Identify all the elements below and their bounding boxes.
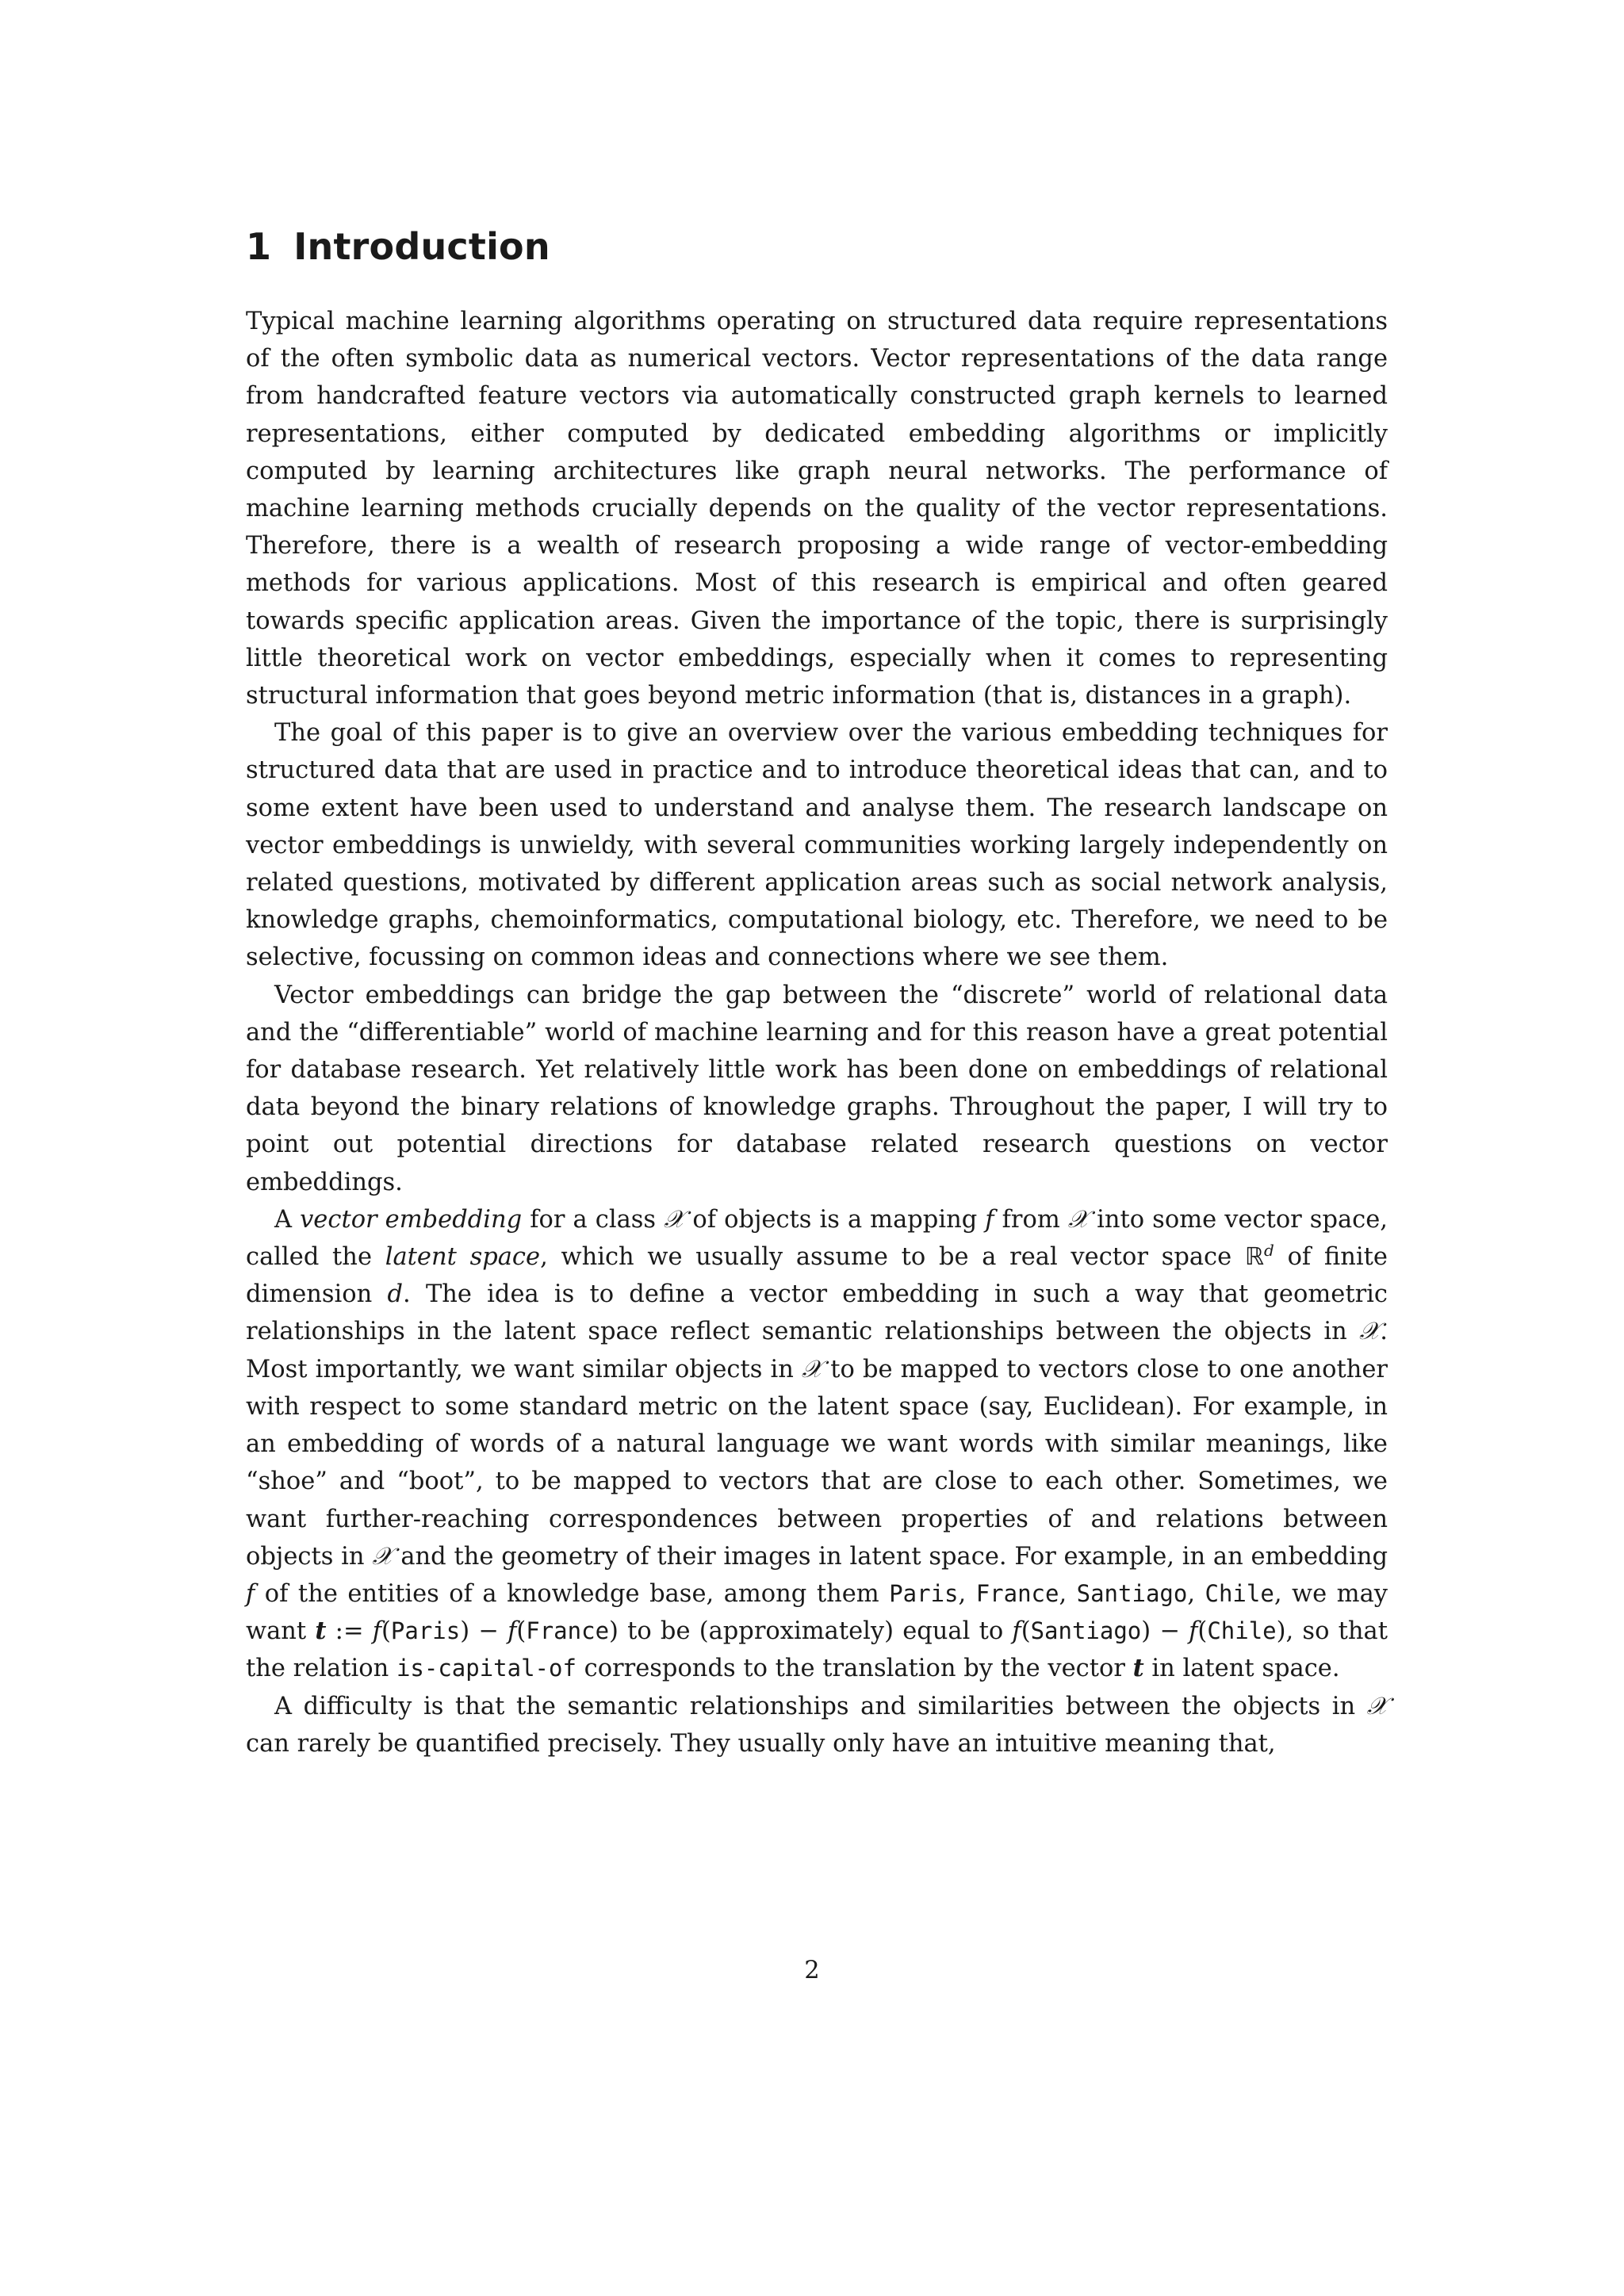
section-heading (246, 225, 1388, 268)
text-span: of finite dimension (246, 1243, 1388, 1309)
emphasis-term: vector embedding (300, 1205, 523, 1234)
text-span: A difficulty is that the semantic relationships and similarities between the objects in (274, 1692, 1367, 1720)
text-span: can rarely be quantified precisely. They usually only have an intuitive meaning that, (246, 1729, 1276, 1758)
code-term: Santiago (1076, 1579, 1188, 1607)
text-span: into some vector space, called the (246, 1205, 1388, 1272)
section-title: Introduction (293, 225, 550, 268)
code-term: Santiago (1030, 1617, 1142, 1645)
code-term: is-capital-of (396, 1655, 576, 1682)
math-superscript: d (1264, 1240, 1274, 1260)
math-symbol: 𝒳 (1366, 1692, 1388, 1720)
code-term: Paris (390, 1617, 461, 1645)
text-span: from (994, 1205, 1068, 1234)
paragraph-3: Vector embeddings can bridge the gap between the “discrete” world of relational data and the “differentiable” world of machine learning and for this reason have a great potential for database research. Yet relatively little work has been done on embeddings of relational data beyond the binary relations of knowledge graphs. Throughout the paper, I will try to point out potential directions for database related research questions on vector embeddings. (246, 981, 1388, 1196)
text-span: ( (1197, 1617, 1208, 1646)
text-span: , (1059, 1579, 1077, 1608)
text-span: , we may want (246, 1579, 1388, 1646)
text-span: for a class (522, 1205, 665, 1234)
math-vector: t (1132, 1654, 1144, 1683)
math-symbol: f (1012, 1617, 1021, 1646)
text-span: of objects is a mapping (684, 1205, 986, 1234)
text-span: := (326, 1617, 373, 1646)
text-span: . The idea is to define a vector embedding in such a way that geometric relationships in the latent space reflect semantic relationships between the objects in (246, 1280, 1388, 1346)
text-span: A (274, 1205, 301, 1234)
text-span: ), so that the relation (246, 1617, 1388, 1683)
code-term: France (975, 1579, 1059, 1607)
paragraph-1: Typical machine learning algorithms operating on structured data require representations of the often symbolic data as numerical vectors. Vector representations of the data range from handcrafted feature vectors via automatically constructed graph kernels to learned representations, either computed by dedicated embedding algorithms or implicitly computed by learning architectures like graph neural networks. The performance of machine learning methods crucially depends on the quality of the vector representations. Therefore, there is a wealth of research proposing a wide range of vector-embedding methods for various applications. Most of this research is empirical and often geared towards specific application areas. Given the importance of the topic, there is surprisingly little theoretical work on vector embeddings, especially when it comes to representing structural information that goes beyond metric information (that is, distances in a graph). (246, 308, 1388, 710)
math-symbol: 𝒳 (1067, 1205, 1090, 1234)
paragraph-4 (246, 1201, 1388, 1688)
emphasis-term: latent space (385, 1243, 541, 1272)
text-span: ( (516, 1617, 527, 1646)
text-span: in latent space. (1143, 1655, 1340, 1683)
math-symbol: 𝒳 (801, 1355, 823, 1383)
paragraph-2: The goal of this paper is to give an overview over the various embedding techniques for structured data that are used in practice and to introduce theoretical ideas that can, and to some extent have been used to understand and analyse them. The research landscape on vector embeddings is unwieldy, with several communities working largely independently on related questions, motivated by different application areas such as social network analysis, knowledge graphs, chemoinformatics, computational biology, etc. Therefore, we need to be selective, focussing on common ideas and connections where we see them. (246, 719, 1388, 972)
section-number: 1 (246, 225, 272, 268)
text-span: ) to be (approximately) equal to (609, 1617, 1013, 1646)
text-span: , (1187, 1579, 1205, 1608)
math-symbol: f (246, 1579, 255, 1608)
text-span: , (958, 1579, 976, 1608)
page-number: 2 (804, 1957, 820, 1984)
text-span: . Most importantly, we want similar objects in (246, 1318, 1388, 1383)
math-symbol: 𝒳 (372, 1542, 393, 1571)
math-symbol: f (508, 1617, 517, 1646)
paragraph-5 (246, 1688, 1388, 1762)
math-symbol: f (1189, 1617, 1198, 1646)
math-symbol: 𝒳 (1359, 1318, 1381, 1346)
code-term: France (526, 1617, 610, 1645)
text-span: of the entities of a knowledge base, among them (255, 1579, 890, 1608)
text-span: corresponds to the translation by the vector (576, 1655, 1133, 1683)
text-span: , which we usually assume to be a real vector space (540, 1243, 1245, 1272)
math-vector: t (315, 1617, 327, 1646)
text-span: ) − (460, 1617, 508, 1646)
code-term: Chile (1205, 1579, 1274, 1607)
text-span: to be mapped to vectors close to one another with respect to some standard metric on the latent space (say, Euclidean). For example, in an embedding of words of a natural language we want words with similar meanings, like “shoe” and “boot”, to be mapped to vectors that are close to each other. Sometimes, we want further-reaching correspondences between properties of and relations between objects in (246, 1355, 1388, 1571)
text-span: ) − (1141, 1617, 1189, 1646)
text-span: ( (1021, 1617, 1031, 1646)
math-symbol: 𝒳 (664, 1205, 685, 1234)
text-span: and the geometry of their images in latent space. For example, in an embedding (393, 1542, 1388, 1571)
math-symbol: d (387, 1280, 404, 1309)
page-content (246, 225, 1388, 1762)
text-span: ( (381, 1617, 391, 1646)
math-symbol: f (985, 1205, 994, 1234)
math-symbol: ℝ (1244, 1243, 1265, 1272)
code-term: Paris (889, 1579, 959, 1607)
math-symbol: f (372, 1617, 381, 1646)
code-term: Chile (1207, 1617, 1277, 1645)
